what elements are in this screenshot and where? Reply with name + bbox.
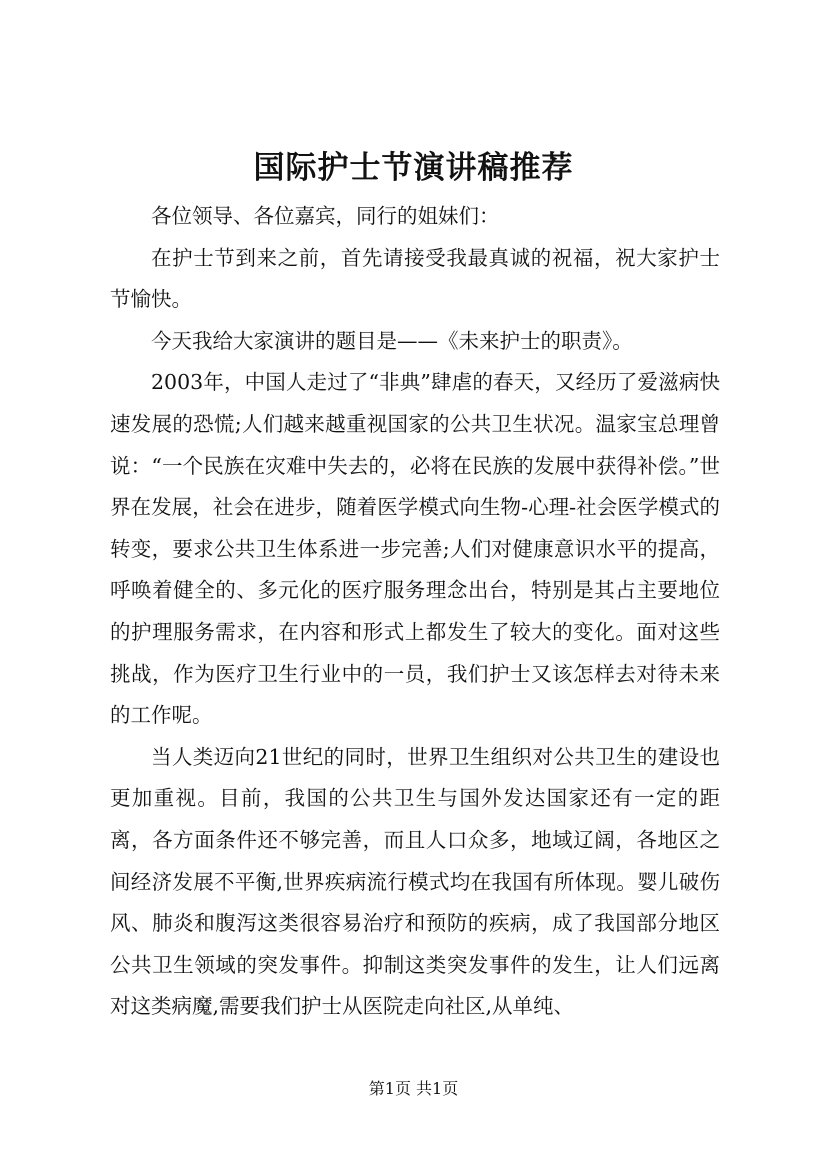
document-body [110,196,720,1028]
paragraph-2003: 2003年，中国人走过了“非典”肆虐的春天，又经历了爱滋病快速发展的恐慌;人们越来越重视国家的公共卫生状况。温家宝总理曾说：“一个民族在灾难中失去的，必将在民族的发展中获得补偿。”世界在发展，社会在进步，随着医学模式向生物-心理-社会医学模式的转变，要求公共卫生体系进一步完善;人们对健康意识水平的提高，呼唤着健全的、多元化的医疗服务理念出台，特别是其占主要地位的护理服务需求，在内容和形式上都发生了较大的变化。面对这些挑战，作为医疗卫生行业中的一员，我们护士又该怎样去对待未来的工作呢。 [110,370,720,728]
paragraph-wishes: 在护士节到来之前，首先请接受我最真诚的祝福，祝大家护士节愉快。 [110,245,720,312]
paragraph-greeting: 各位领导、各位嘉宾，同行的姐妹们： [151,204,500,228]
paragraph-topic: 今天我给大家演讲的题目是——《未来护士的职责》。 [151,328,633,353]
paragraph-21st-century: 当人类迈向21世纪的同时，世界卫生组织对公共卫生的建设也更加重视。目前，我国的公共卫生与国外发达国家还有一定的距离，各方面条件还不够完善，而且人口众多，地域辽阔，各地区之间经济发展不平衡,世界疾病流行模式均在我国有所体现。婴儿破伤风、肺炎和腹泻这类很容易治疗和预防的疾病，成了我国部分地区公共卫生领域的突发事件。抑制这类突发事件的发生，让人们远离对这类病魔,需要我们护士从医院走向社区,从单纯、 [110,744,720,1019]
document-title: 国际护士节演讲稿推荐 [253,150,574,186]
page-footer: 第1页 共1页 [368,1079,459,1098]
